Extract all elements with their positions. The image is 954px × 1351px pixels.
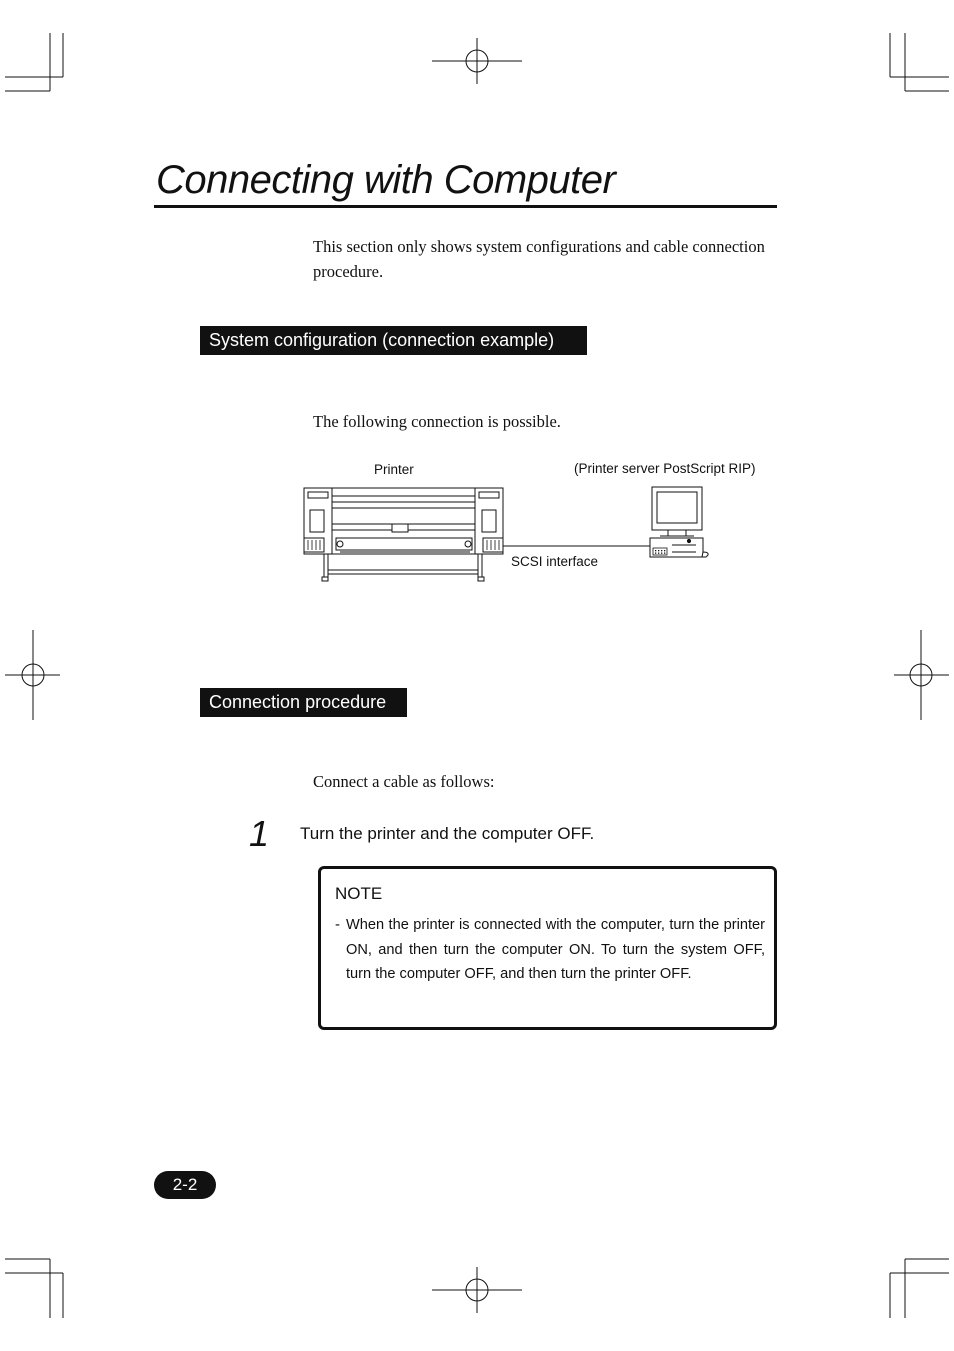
server-label: (Printer server PostScript RIP) — [574, 461, 756, 476]
note-body: When the printer is connected with the computer, turn the printer ON, and then turn the computer ON. To turn the system OFF, turn the computer OFF, and then turn the printer OFF. — [346, 917, 765, 982]
configuration-description: The following connection is possible. — [313, 412, 561, 431]
section-heading-system-configuration: System configuration (connection example) — [200, 326, 587, 355]
section-heading-connection-procedure: Connection procedure — [200, 688, 407, 717]
step-text: Turn the printer and the computer OFF. — [300, 824, 595, 843]
procedure-description: Connect a cable as follows: — [313, 772, 495, 791]
connection-diagram — [300, 482, 720, 592]
step-number: 1 — [249, 813, 270, 854]
note-box — [318, 866, 777, 1030]
intro-paragraph: This section only shows system configurations and cable connection procedure. — [313, 237, 765, 281]
note-bullet: - — [335, 916, 340, 933]
printer-label: Printer — [374, 462, 414, 477]
printer-illustration — [304, 488, 503, 581]
note-title: NOTE — [335, 884, 383, 903]
title-underline — [154, 205, 777, 208]
computer-illustration — [650, 487, 708, 557]
page-title: Connecting with Computer — [156, 158, 616, 202]
scsi-interface-label: SCSI interface — [511, 554, 599, 569]
page-number-badge: 2-2 — [154, 1171, 216, 1199]
